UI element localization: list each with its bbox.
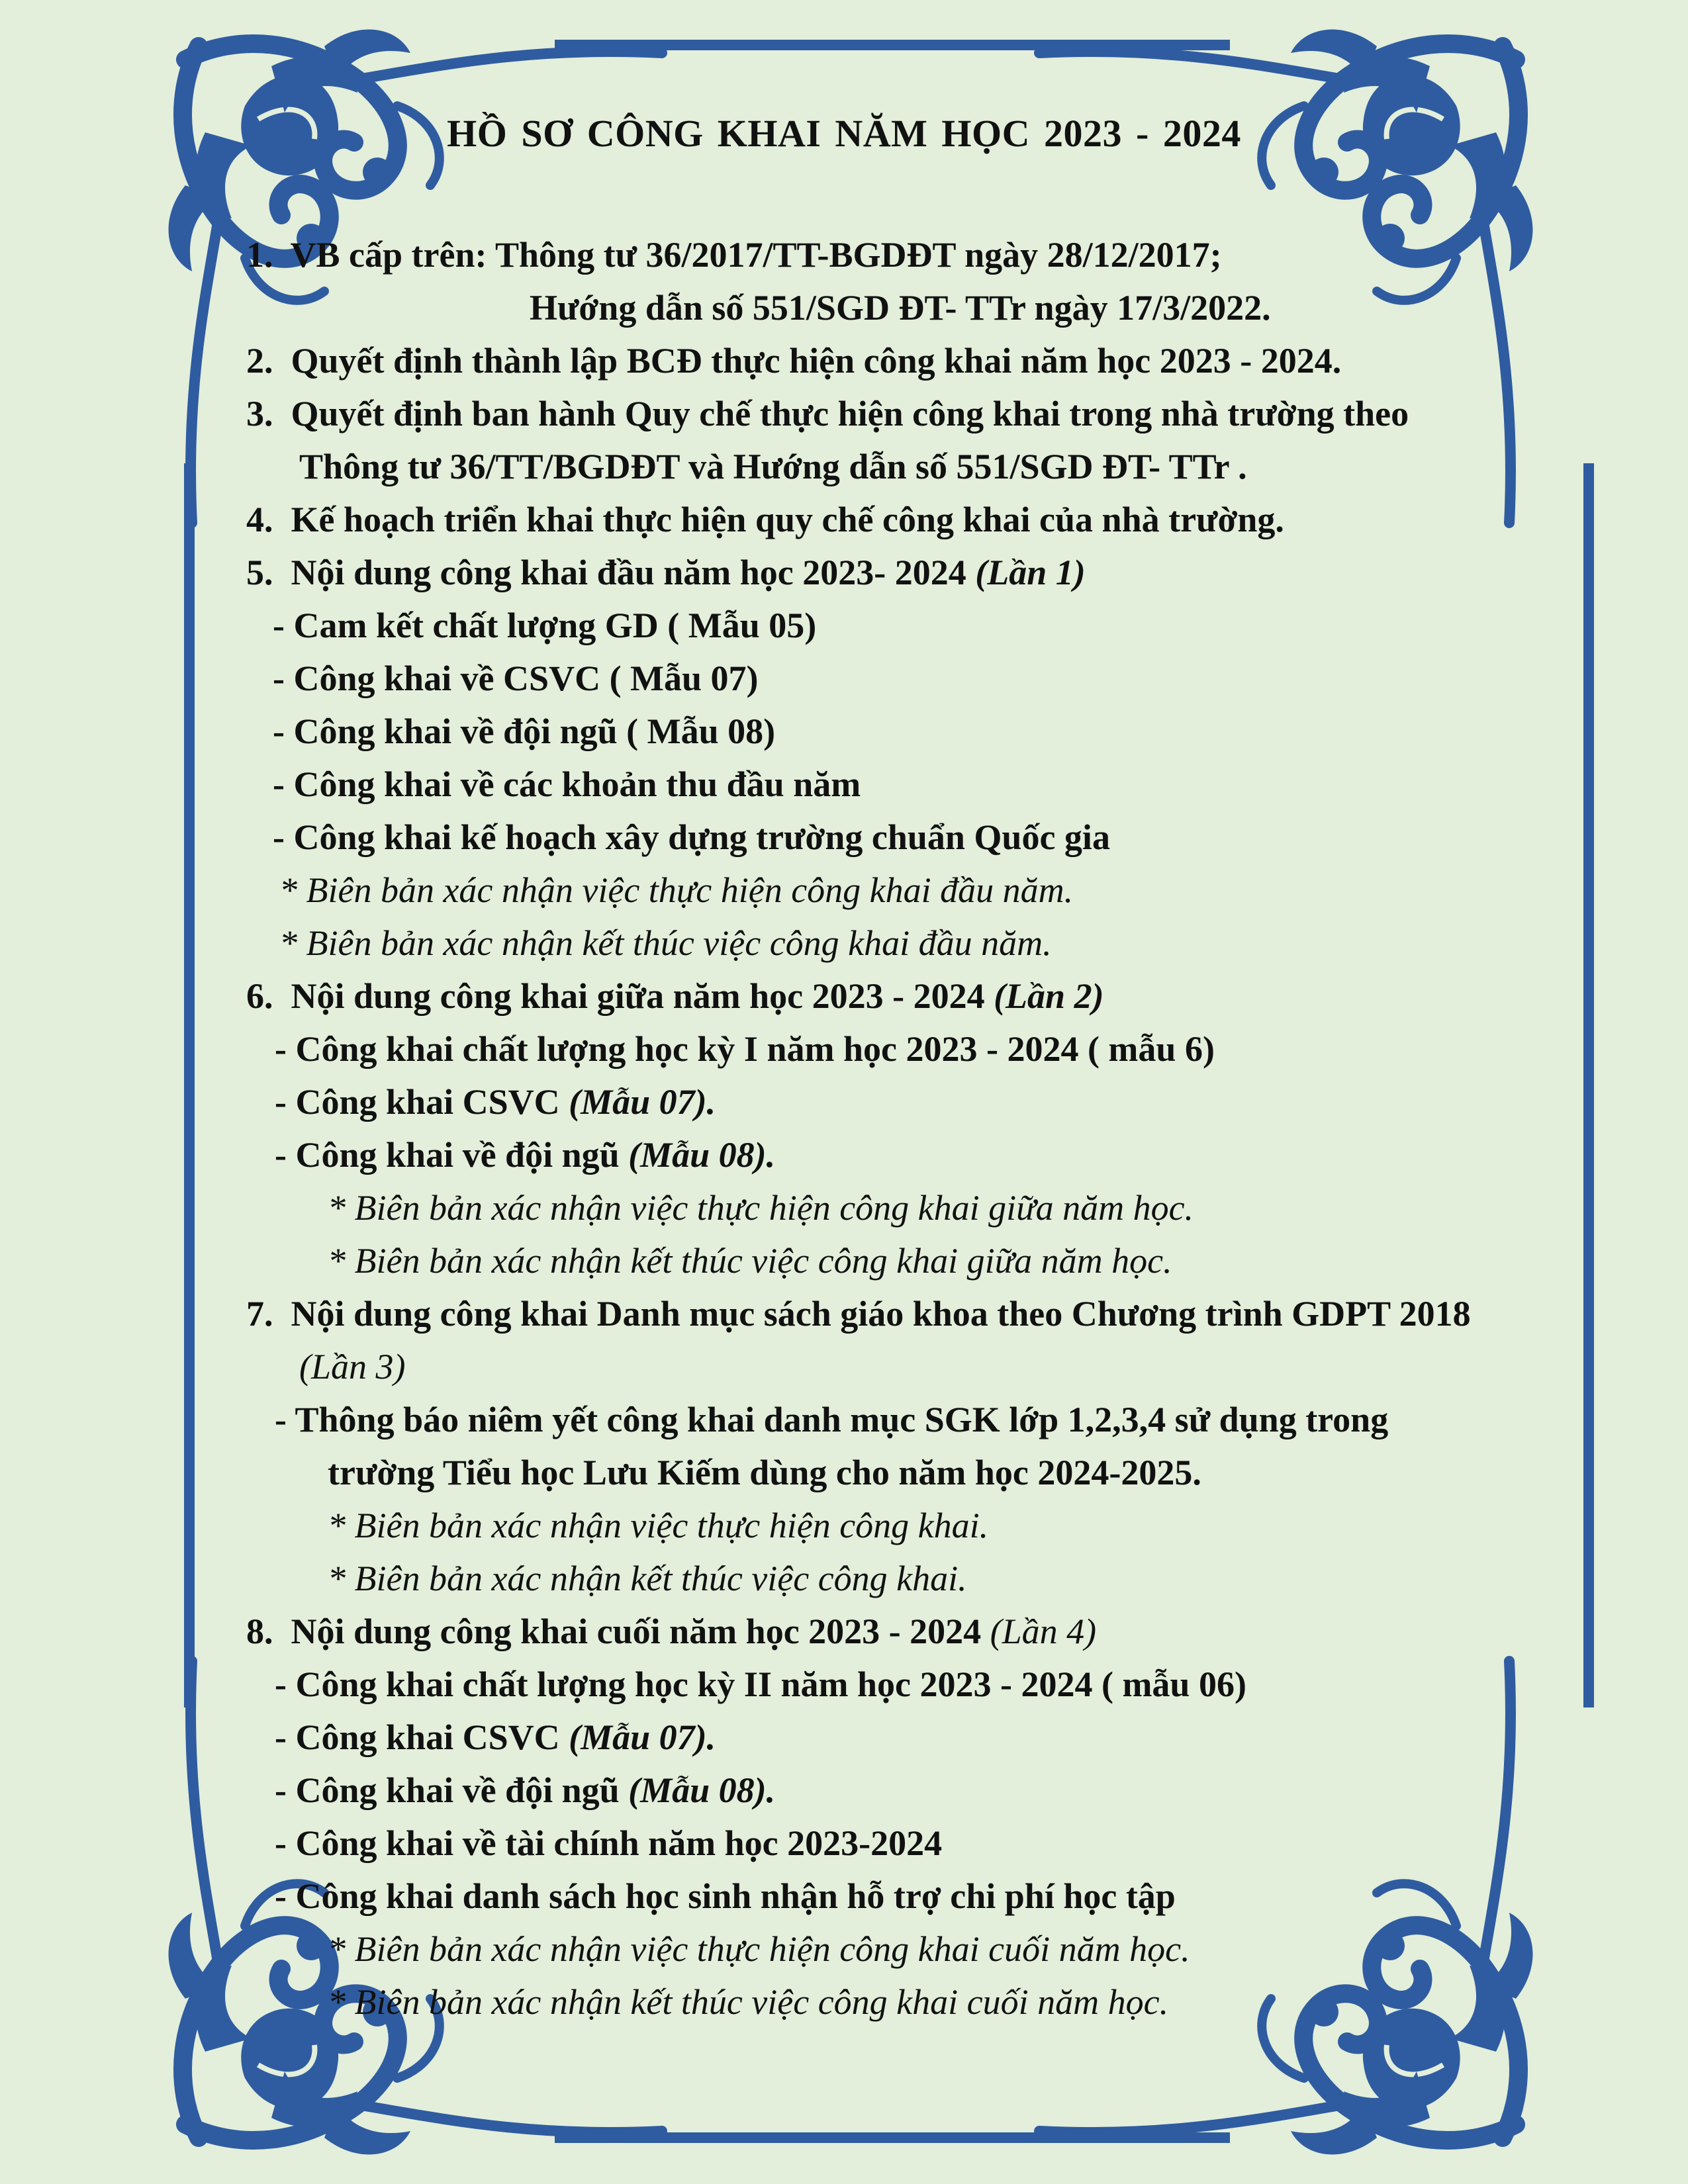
item-5-sub-4: - Công khai về các khoản thu đầu năm [273, 764, 861, 804]
item-5-sub-1: - Cam kết chất lượng GD ( Mẫu 05) [273, 606, 817, 645]
item-5-sub-3: - Công khai về đội ngũ ( Mẫu 08) [273, 711, 776, 751]
item-8-sub-3: - Công khai về đội ngũ (Mẫu 08). [275, 1770, 776, 1810]
item-4: 4. Kế hoạch triển khai thực hiện quy chế công khai của nhà trường. [246, 500, 1284, 539]
item-1-cont: Hướng dẫn số 551/SGD ĐT- TTr ngày 17/3/2022. [530, 288, 1271, 328]
item-5: 5. Nội dung công khai đầu năm học 2023- 2024 (Lần 1) [246, 553, 1086, 592]
item-8-sub-4: - Công khai về tài chính năm học 2023-2024 [275, 1823, 943, 1863]
item-5-note-2: * Biên bản xác nhận kết thúc việc công khai đầu năm. [279, 923, 1052, 963]
item-5-sub-5: - Công khai kế hoạch xây dựng trường chuẩn Quốc gia [273, 817, 1110, 857]
item-6-sub-2: - Công khai CSVC (Mẫu 07). [275, 1082, 716, 1122]
item-6: 6. Nội dung công khai giữa năm học 2023 - 2024 (Lần 2) [246, 976, 1104, 1016]
item-6-note-1: * Biên bản xác nhận việc thực hiện công khai giữa năm học. [328, 1188, 1194, 1228]
item-7-note-2: * Biên bản xác nhận kết thúc việc công khai. [328, 1559, 967, 1598]
item-7-sub-1: - Thông báo niêm yết công khai danh mục SGK lớp 1,2,3,4 sử dụng trong [275, 1400, 1389, 1439]
item-8-note-2: * Biên bản xác nhận kết thúc việc công khai cuối năm học. [328, 1982, 1169, 2022]
item-2: 2. Quyết định thành lập BCĐ thực hiện công khai năm học 2023 - 2024. [246, 341, 1342, 381]
item-7: 7. Nội dung công khai Danh mục sách giáo khoa theo Chương trình GDPT 2018 [246, 1294, 1471, 1334]
item-8-sub-1: - Công khai chất lượng học kỳ II năm học 2023 - 2024 ( mẫu 06) [275, 1664, 1246, 1704]
item-6-sub-1: - Công khai chất lượng học kỳ I năm học 2023 - 2024 ( mẫu 6) [275, 1029, 1215, 1069]
item-6-sub-3: - Công khai về đội ngũ (Mẫu 08). [275, 1135, 776, 1175]
item-3-cont: Thông tư 36/TT/BGDĐT và Hướng dẫn số 551/SGD ĐT- TTr . [299, 447, 1247, 486]
item-3: 3. Quyết định ban hành Quy chế thực hiện công khai trong nhà trường theo [246, 394, 1409, 433]
item-5-sub-2: - Công khai về CSVC ( Mẫu 07) [273, 659, 759, 698]
item-6-note-2: * Biên bản xác nhận kết thúc việc công khai giữa năm học. [328, 1241, 1172, 1281]
item-5-note-1: * Biên bản xác nhận việc thực hiện công khai đầu năm. [279, 870, 1074, 910]
item-8-sub-2: - Công khai CSVC (Mẫu 07). [275, 1717, 716, 1757]
item-7-note: (Lần 3) [299, 1347, 406, 1387]
document-title: HỒ SƠ CÔNG KHAI NĂM HỌC 2023 - 2024 [447, 112, 1241, 155]
item-7-sub-1-cont: trường Tiểu học Lưu Kiếm dùng cho năm học 2024-2025. [328, 1453, 1201, 1492]
item-8: 8. Nội dung công khai cuối năm học 2023 - 2024 (Lần 4) [246, 1612, 1097, 1651]
item-1: 1. VB cấp trên: Thông tư 36/2017/TT-BGDĐT ngày 28/12/2017; [246, 235, 1222, 275]
item-7-note-1: * Biên bản xác nhận việc thực hiện công khai. [328, 1506, 989, 1545]
item-8-note-1: * Biên bản xác nhận việc thực hiện công khai cuối năm học. [328, 1929, 1190, 1969]
item-8-sub-5: - Công khai danh sách học sinh nhận hỗ trợ chi phí học tập [275, 1876, 1176, 1916]
